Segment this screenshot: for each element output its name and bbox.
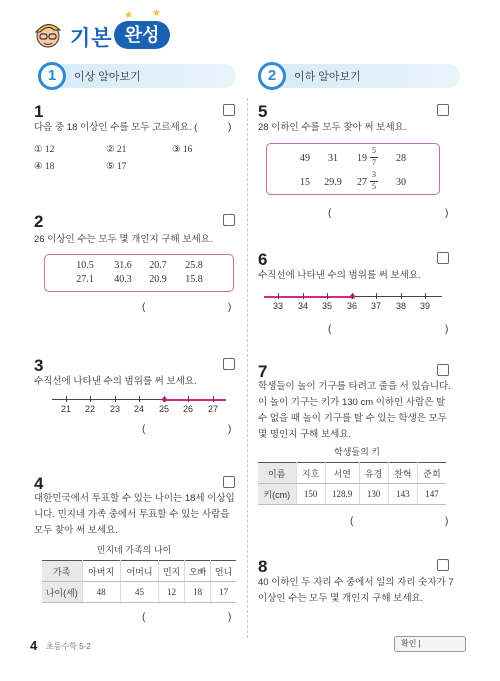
- choice[interactable]: ⑤ 17: [106, 162, 127, 172]
- tick: [139, 396, 140, 402]
- table-row-label: 키(cm): [258, 484, 296, 505]
- tick: [376, 293, 377, 299]
- answer-paren-open: (: [328, 324, 332, 335]
- confirm-field[interactable]: 확인 |: [394, 636, 466, 652]
- answer-paren-close: ): [228, 122, 232, 133]
- section-number-1: 1: [38, 62, 66, 90]
- fraction-whole: 19: [357, 153, 367, 164]
- answer-paren-close: ): [445, 324, 449, 335]
- fraction-numerator: 5: [372, 146, 376, 155]
- tick: [188, 396, 189, 402]
- table-header-cell: 서연: [325, 463, 359, 484]
- tick-label: 39: [419, 301, 430, 311]
- answer-paren-close: ): [228, 302, 232, 313]
- answer-paren-close: ): [445, 208, 449, 219]
- checkbox[interactable]: [437, 559, 449, 571]
- answer-paren-open: (: [350, 516, 354, 527]
- tick: [303, 293, 304, 299]
- table-header-cell: 이름: [258, 463, 296, 484]
- question-text: 26 이상인 수는 모두 몇 개인지 구해 보세요.: [34, 234, 213, 245]
- number-cell: 27.1: [76, 274, 94, 285]
- tick-label: 34: [297, 301, 308, 311]
- tick-label: 26: [182, 404, 193, 414]
- data-table: [42, 560, 236, 603]
- number-cell: 15: [300, 177, 310, 188]
- tick-label: 23: [109, 404, 120, 414]
- table-title: 민지네 가족의 나이: [96, 545, 172, 555]
- tick: [401, 293, 402, 299]
- fraction-whole: 27: [357, 177, 367, 188]
- table-cell: 150: [296, 484, 325, 505]
- tick-label: 25: [158, 404, 169, 414]
- answer-paren-close: ): [228, 424, 232, 435]
- question-text: 학생들이 놀이 기구를 타려고 줄을 서 있습니다. 이 놀이 기구는 키가 130 cm 이하인 사람은 탈 수 없을 때 놀이 기구를 탈 수 있는 학생은 모두 몇 명인지 구해 보세요.: [258, 381, 451, 440]
- question-text: 대한민국에서 투표할 수 있는 나이는 18세 이상입니다. 민지네 가족 중에서 투표할 수 있는 사람을 모두 찾아 써 보세요.: [34, 493, 235, 536]
- question-number: 1: [34, 102, 44, 121]
- number-cell: 20.7: [149, 260, 167, 271]
- logo: [32, 8, 172, 56]
- question-text: 수직선에 나타낸 수의 범위를 써 보세요.: [258, 270, 421, 281]
- fraction-denominator: 5: [372, 182, 376, 191]
- tick-label: 22: [84, 404, 95, 414]
- table-cell: 128.9: [325, 484, 359, 505]
- tick-label: 38: [395, 301, 406, 311]
- number-cell: 28: [396, 153, 406, 164]
- question-text: 다음 중 18 이상인 수를 모두 고르세요. (: [34, 122, 198, 133]
- table-header-cell: 준희: [418, 463, 447, 484]
- table-row-label: 나이(세): [42, 582, 82, 603]
- table-cell: 130: [359, 484, 388, 505]
- number-cell: 15.8: [185, 274, 203, 285]
- range-highlight: [164, 399, 226, 401]
- tick: [66, 396, 67, 402]
- table-header-cell: 지호: [296, 463, 325, 484]
- choice[interactable]: ④ 18: [34, 162, 55, 172]
- question-text: 28 이하인 수를 모두 찾아 써 보세요.: [258, 122, 407, 133]
- fraction-numerator: 3: [372, 170, 376, 179]
- question-number: 3: [34, 356, 44, 375]
- section-title-1: 이상 알아보기: [74, 71, 141, 83]
- table-cell: 48: [82, 582, 120, 603]
- table-header-cell: 언니: [211, 561, 236, 582]
- checkbox[interactable]: [223, 358, 235, 370]
- table-cell: 143: [388, 484, 417, 505]
- question-number: 2: [34, 212, 44, 231]
- fraction-denominator: 7: [372, 158, 376, 167]
- tick-label: 33: [272, 301, 283, 311]
- tick-label: 27: [207, 404, 218, 414]
- table-header-cell: 찬혁: [388, 463, 417, 484]
- number-cell: 31: [328, 153, 338, 164]
- table-title: 학생들의 키: [334, 447, 380, 457]
- table-header-cell: 오빠: [185, 561, 211, 582]
- tick-label: 35: [321, 301, 332, 311]
- checkbox[interactable]: [223, 476, 235, 488]
- question-number: 5: [258, 102, 268, 121]
- section-title-2: 이하 알아보기: [294, 71, 361, 83]
- tick: [115, 396, 116, 402]
- tick: [164, 396, 165, 402]
- tick-label: 37: [370, 301, 381, 311]
- choice[interactable]: ② 21: [106, 145, 127, 155]
- answer-paren-open: (: [328, 208, 332, 219]
- question-text: 수직선에 나타낸 수의 범위를 써 보세요.: [34, 376, 197, 387]
- tick-label: 36: [346, 301, 357, 311]
- page-number: 4: [30, 638, 38, 653]
- logo-text-right: 완성: [114, 21, 170, 49]
- table-header-cell: 어머니: [120, 561, 158, 582]
- tick: [327, 293, 328, 299]
- question-number: 4: [34, 474, 44, 493]
- table-header-cell: 유경: [359, 463, 388, 484]
- table-header-cell: 아버지: [82, 561, 120, 582]
- number-cell: 10.5: [76, 260, 94, 271]
- question-text: 40 이하인 두 자리 수 중에서 일의 자리 숫자가 7 이상인 수는 모두 몇 개인지 구해 보세요.: [258, 577, 454, 604]
- choice[interactable]: ③ 16: [172, 145, 193, 155]
- logo-text-left: 기본: [70, 27, 113, 50]
- tick: [213, 396, 214, 402]
- checkbox[interactable]: [223, 214, 235, 226]
- checkbox[interactable]: [437, 364, 449, 376]
- number-cell: 30: [396, 177, 406, 188]
- answer-paren-open: (: [142, 302, 146, 313]
- checkbox[interactable]: [437, 104, 449, 116]
- number-cell: 25.8: [185, 260, 203, 271]
- choice[interactable]: ① 12: [34, 145, 55, 155]
- mascot-icon: [32, 18, 64, 50]
- checkbox[interactable]: [223, 104, 235, 116]
- checkbox[interactable]: [437, 252, 449, 264]
- table-cell: 17: [211, 582, 236, 603]
- number-cell: 40.3: [114, 274, 132, 285]
- tick-label: 24: [133, 404, 144, 414]
- table-header-cell: 가족: [42, 561, 82, 582]
- number-cell: 20.9: [149, 274, 167, 285]
- tick: [352, 293, 353, 299]
- table-cell: 18: [185, 582, 211, 603]
- number-cell: 31.6: [114, 260, 132, 271]
- question-number: 8: [258, 557, 268, 576]
- book-title: 초등수학 5-2: [46, 642, 91, 651]
- number-cell: 29.9: [324, 177, 342, 188]
- table-cell: 12: [159, 582, 185, 603]
- answer-paren-open: (: [142, 424, 146, 435]
- answer-paren-open: (: [142, 612, 146, 623]
- question-number: 7: [258, 362, 268, 381]
- data-table: [258, 462, 446, 505]
- tick: [90, 396, 91, 402]
- column-divider: [247, 98, 248, 638]
- tick-label: 21: [60, 404, 71, 414]
- table-header-cell: 민지: [159, 561, 185, 582]
- star-icon: ★: [124, 10, 133, 21]
- table-cell: 45: [120, 582, 158, 603]
- answer-paren-close: ): [228, 612, 232, 623]
- answer-paren-close: ): [445, 516, 449, 527]
- star-icon: ★: [152, 8, 161, 19]
- tick: [278, 293, 279, 299]
- question-number: 6: [258, 250, 268, 269]
- table-cell: 147: [418, 484, 447, 505]
- section-number-2: 2: [258, 62, 286, 90]
- tick: [425, 293, 426, 299]
- number-cell: 49: [300, 153, 310, 164]
